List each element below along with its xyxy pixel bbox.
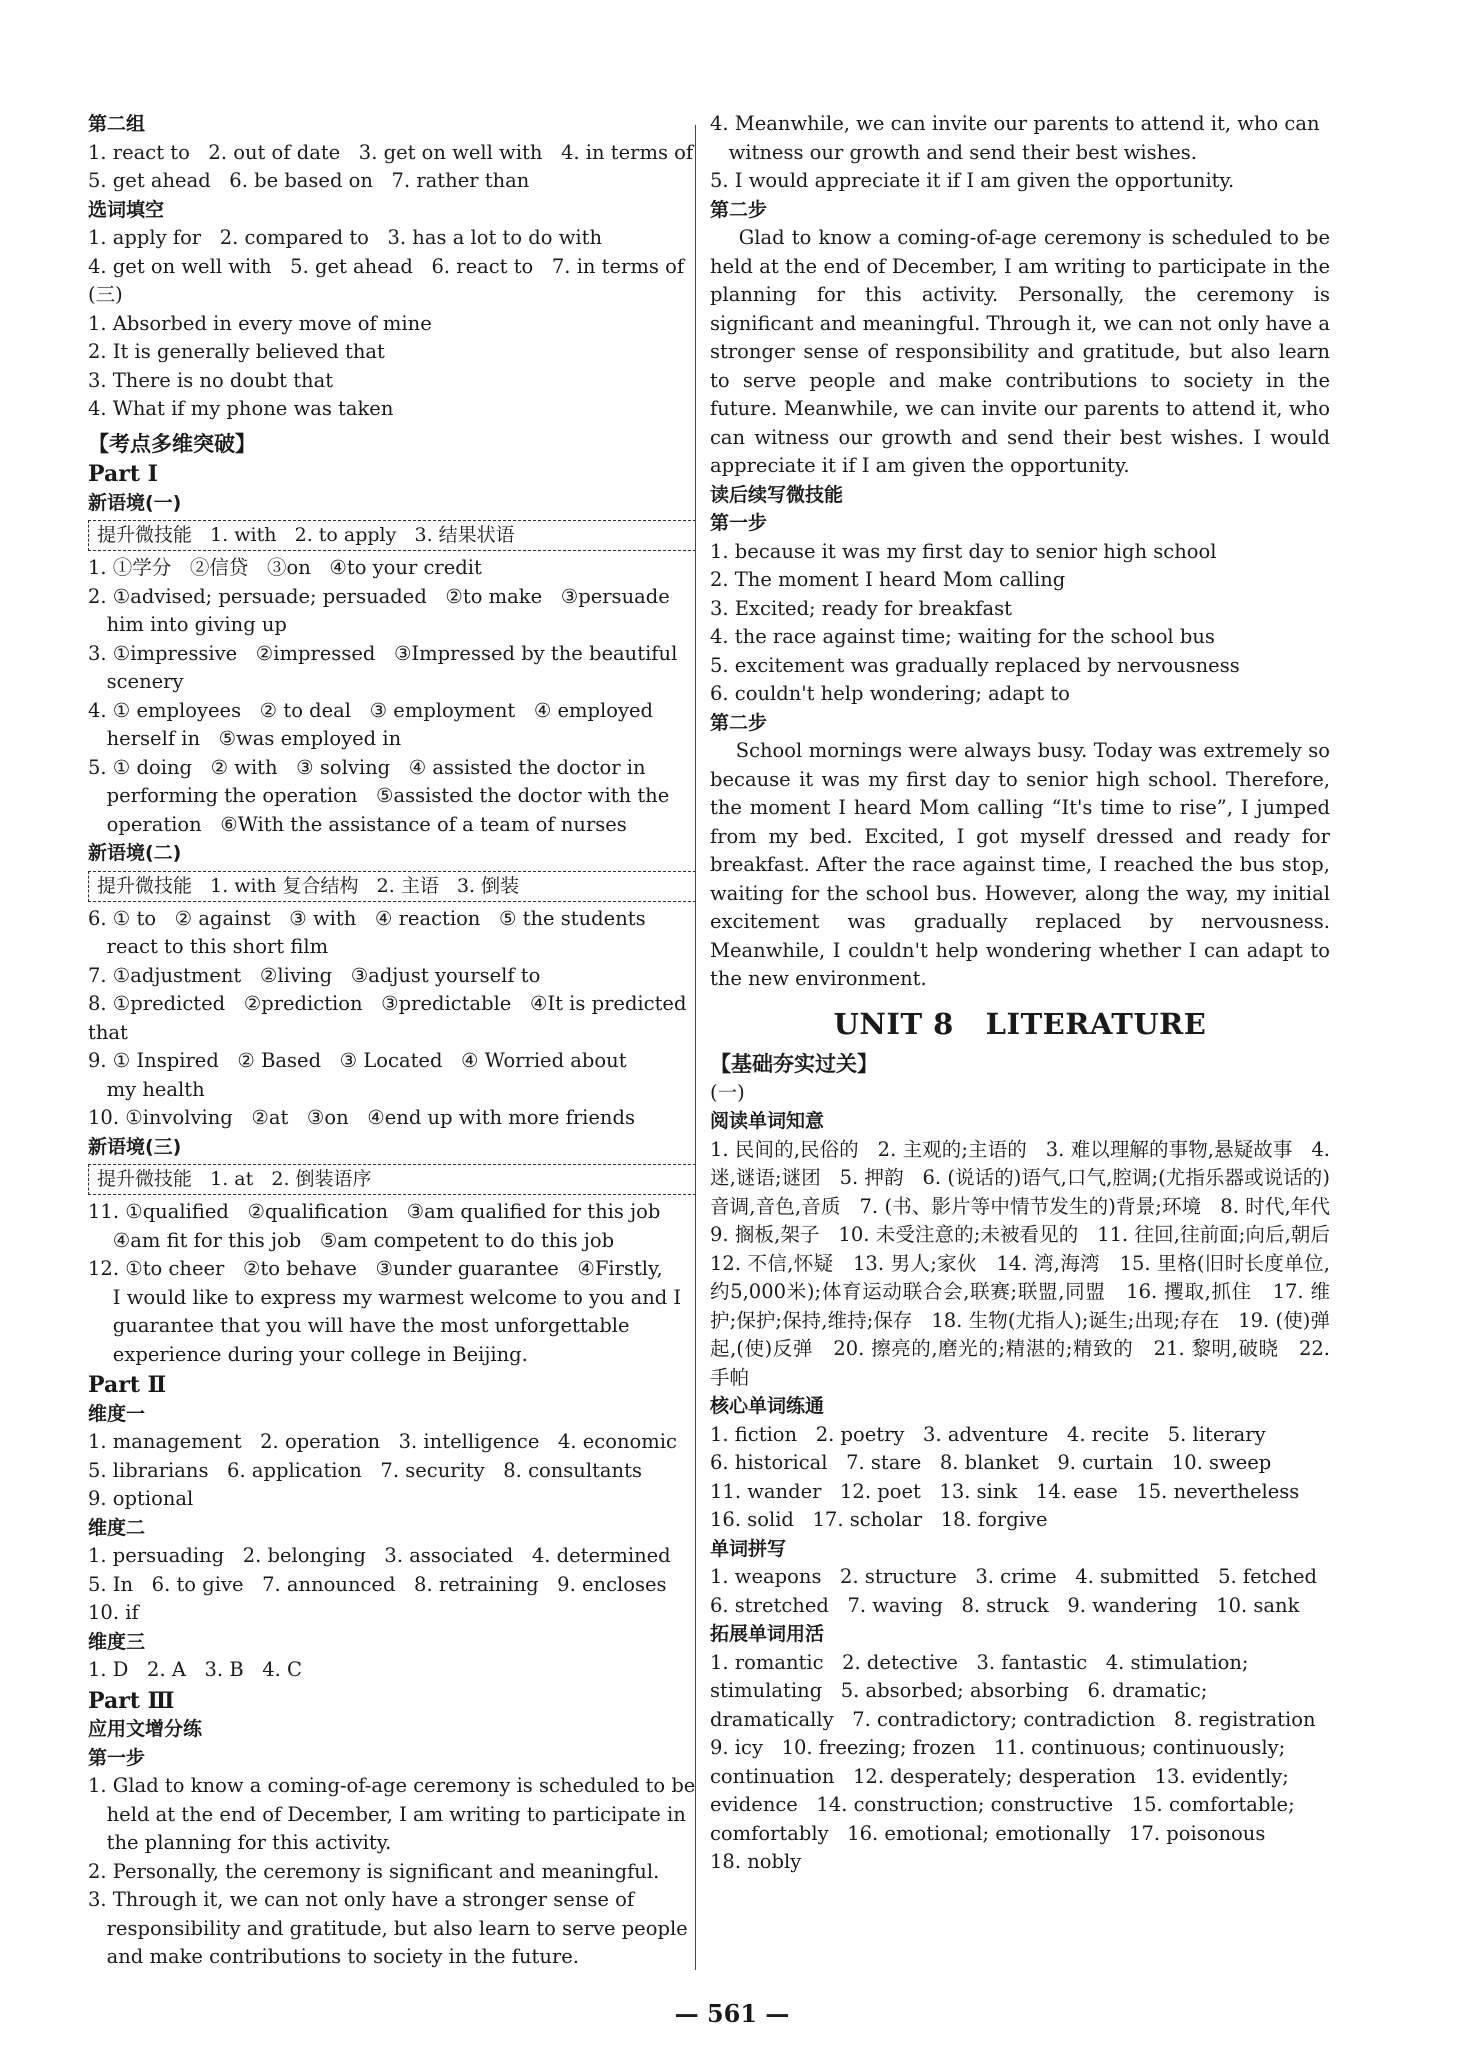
left-column (88, 110, 696, 1972)
answer-line: 4. What if my phone was taken (88, 397, 394, 420)
answer-line: 10. ①involving ②at ③on ④end up with more friends (88, 1106, 635, 1129)
section-heading: 选词填空 (88, 198, 165, 221)
answer-line: 6. couldn't help wondering; adapt to (710, 682, 1070, 705)
section-heading: 维度二 (88, 1516, 146, 1539)
answer-line: 4. ① employees ② to deal ③ employment ④ employed (88, 698, 654, 722)
answer-line: 1. react to 2. out of date 3. get on well with 4. in terms of (88, 140, 694, 164)
section-heading: 拓展单词用活 (710, 1623, 825, 1645)
answer-line: 1. persuading 2. belonging 3. associated 4. determined (88, 1544, 671, 1567)
answer-line: my health (88, 1077, 205, 1101)
answer-line: 11. wander 12. poet 13. sink 14. ease 15. nevertheless (710, 1479, 1300, 1503)
paragraph: School mornings were always busy. Today was extremely so because it was my first day to senior high school. Therefore, the moment I heard Mom calling “It's time to rise”, I jumped from my bed. Excited, I got myself dressed and ready for breakfast. After the race against time, I reached the bus stop, waiting for the school bus. However, along the way, my initial excitement was gradually replaced by nervousness. Meanwhile, I couldn't help wondering whether I can adapt to the new environment. (710, 739, 1337, 990)
answer-line: herself in ⑤was employed in (88, 727, 402, 750)
answer-line: 1. D 2. A 3. B 4. C (88, 1658, 302, 1681)
section-heading: 第一步 (710, 512, 768, 534)
answer-line: held at the end of December, I am writing to participate in (88, 1802, 686, 1826)
section-heading: 应用文增分练 (88, 1718, 203, 1740)
answer-line: 5. librarians 6. application 7. security 8. consultants (88, 1458, 642, 1482)
answer-line: 1. Glad to know a coming-of-age ceremony is scheduled to be (88, 1774, 696, 1797)
answer-line: 3. Through it, we can not only have a stronger sense of (88, 1888, 635, 1911)
section-title: 【基础夯实过关】 (710, 1052, 878, 1076)
section-heading: 第二组 (88, 113, 146, 135)
paragraph: Glad to know a coming-of-age ceremony is scheduled to be held at the end of December, I am writing to participate in the planning for this activity. Personally, the ceremony is significant and meaningful. Through it, we can not only have a stronger sense of responsibility and gratitude, but also learn to serve people and make contributions to society in the future. Meanwhile, we can invite our parents to attend it, who can witness our growth and send their best wishes. I would appreciate it if I am given the opportunity. (710, 226, 1337, 477)
right-column (710, 110, 1349, 1877)
answer-line: 6. historical 7. stare 8. blanket 9. curtain 10. sweep (710, 1451, 1272, 1474)
section-heading: 第一步 (88, 1746, 146, 1769)
answer-line: 5. In 6. to give 7. announced 8. retraining 9. encloses (88, 1572, 667, 1596)
answer-line: continuation 12. desperately; desperation 13. evidently; (710, 1764, 1289, 1788)
answer-line: 1. Absorbed in every move of mine (88, 311, 432, 335)
answer-line: 1. fiction 2. poetry 3. adventure 4. recite 5. literary (710, 1422, 1266, 1446)
answer-line: 18. nobly (710, 1850, 802, 1873)
answer-line: operation ⑥With the assistance of a team of nurses (88, 812, 627, 836)
part-heading: Part Ⅲ (88, 1687, 175, 1714)
answer-line: 5. I would appreciate it if I am given the opportunity. (710, 169, 1235, 192)
answer-line: and make contributions to society in the future. (88, 1945, 580, 1968)
answer-line: 4. Meanwhile, we can invite our parents to attend it, who can (710, 112, 1320, 135)
answer-line: him into giving up (88, 613, 287, 636)
section-heading: 维度三 (88, 1630, 146, 1653)
answer-line: 11. ①qualified ②qualification ③am qualified for this job (88, 1200, 661, 1223)
answer-line: 1. apply for 2. compared to 3. has a lot to do with (88, 226, 603, 249)
answer-line: 16. solid 17. scholar 18. forgive (710, 1508, 1048, 1531)
answer-line: stimulating 5. absorbed; absorbing 6. dramatic; (710, 1679, 1208, 1702)
part-heading: Part Ⅰ (88, 461, 158, 487)
answer-line: 1. ①学分 ②信贷 ③on ④to your credit (88, 556, 482, 579)
answer-line: (一) (710, 1080, 745, 1104)
answer-line: 2. Personally, the ceremony is significant and meaningful. (88, 1859, 660, 1883)
answer-line: 2. The moment I heard Mom calling (710, 568, 1066, 591)
answer-line: 9. optional (88, 1487, 194, 1510)
answer-line: comfortably 16. emotional; emotionally 17. poisonous (710, 1821, 1266, 1845)
answer-line: 4. get on well with 5. get ahead 6. react to 7. in terms of (88, 254, 685, 278)
section-heading: 维度一 (88, 1402, 146, 1425)
unit-title: UNIT 8 LITERATURE (833, 1006, 1207, 1041)
section-heading: 第二步 (710, 711, 768, 734)
answer-line: 3. There is no doubt that (88, 368, 334, 392)
answer-line: dramatically 7. contradictory; contradiction 8. registration (710, 1707, 1316, 1731)
answer-line: (三) (88, 283, 123, 306)
answer-line: responsibility and gratitude, but also learn to serve people (88, 1916, 688, 1940)
page-number: — 561 — (674, 1999, 790, 2028)
answer-line: 9. ① Inspired ② Based ③ Located ④ Worried about (88, 1049, 627, 1072)
answer-line: 6. stretched 7. waving 8. struck 9. wandering 10. sank (710, 1593, 1300, 1617)
answer-line: witness our growth and send their best wishes. (710, 140, 1197, 164)
answer-line: react to this short film (88, 935, 329, 958)
paragraph: 1. 民间的,民俗的 2. 主观的;主语的 3. 难以理解的事物,悬疑故事 4. 迷,谜语;谜团 5. 押韵 6. (说话的)语气,口气,腔调;(尤指乐器或说话的)音调,音色,音质 7. (书、影片等中情节发生的)背景;环境 8. 时代,年代 9. 搁板,架子 10. 未受注意的;未被看见的 11. 往回,往前面;向后,朝后 12. 不信,怀疑 13. 男人;家伙 14. 湾,海湾 15. 里格(旧时长度单位,约5,000米);体育运动联合会,联赛;联盟,同盟 16. 攫取,抓住 17. 维护;保护;保持,维持;保存 18. 生物(尤指人);诞生;出现;存在 19. (使)弹起,(使)反弹 20. 擦亮的,磨光的;精湛的;精致的 21. 黎明,破晓 22. 手帕 (710, 1137, 1349, 1389)
answer-line: scenery (88, 670, 184, 693)
answer-line: 1. weapons 2. structure 3. crime 4. submitted 5. fetched (710, 1565, 1318, 1588)
answer-line: 3. ①impressive ②impressed ③Impressed by the beautiful (88, 641, 678, 665)
answer-line: guarantee that you will have the most unforgettable (88, 1314, 630, 1337)
answer-line: ④am fit for this job ⑤am competent to do this job (88, 1228, 615, 1252)
part-heading: Part Ⅱ (88, 1372, 167, 1398)
answer-line: experience during your college in Beijing. (88, 1342, 528, 1366)
section-heading: 新语境(三) (88, 1135, 182, 1158)
answer-line: 9. icy 10. freezing; frozen 11. continuous; continuously; (710, 1736, 1286, 1759)
answer-line: 1. management 2. operation 3. intelligence 4. economic (88, 1430, 677, 1453)
section-heading: 新语境(一) (88, 491, 182, 514)
skill-box: 提升微技能 1. at 2. 倒装语序 (88, 1164, 696, 1195)
section-heading: 读后续写微技能 (710, 483, 844, 506)
section-heading: 单词拼写 (710, 1537, 787, 1560)
answer-line: performing the operation ⑤assisted the doctor with the (88, 784, 670, 807)
answer-line: the planning for this activity. (88, 1831, 392, 1854)
section-heading: 核心单词练通 (710, 1395, 825, 1417)
answer-line: 5. get ahead 6. be based on 7. rather than (88, 169, 530, 192)
answer-line: 2. ①advised; persuade; persuaded ②to make ③persuade (88, 584, 670, 608)
answer-line: evidence 14. construction; constructive 15. comfortable; (710, 1793, 1295, 1816)
answer-line: 12. ①to cheer ②to behave ③under guarantee ④Firstly, (88, 1257, 663, 1280)
skill-box: 提升微技能 1. with 2. to apply 3. 结果状语 (88, 520, 696, 551)
answer-line: 7. ①adjustment ②living ③adjust yourself to (88, 963, 541, 987)
column-divider (695, 125, 696, 1970)
section-heading: 新语境(二) (88, 842, 182, 864)
answer-line: I would like to express my warmest welcome to you and I (88, 1285, 682, 1309)
answer-line: 8. ①predicted ②prediction ③predictable ④It is predicted that (88, 992, 693, 1044)
answer-line: 1. romantic 2. detective 3. fantastic 4. stimulation; (710, 1650, 1249, 1674)
answer-line: 3. Excited; ready for breakfast (710, 596, 1012, 620)
answer-line: 2. It is generally believed that (88, 340, 385, 363)
section-heading: 第二步 (710, 198, 768, 221)
section-title: 【考点多维突破】 (88, 431, 256, 456)
section-heading: 阅读单词知意 (710, 1110, 825, 1132)
answer-line: 4. the race against time; waiting for the school bus (710, 625, 1215, 648)
skill-box: 提升微技能 1. with 复合结构 2. 主语 3. 倒装 (88, 871, 696, 902)
answer-line: 6. ① to ② against ③ with ④ reaction ⑤ the students (88, 906, 646, 930)
answer-line: 10. if (88, 1601, 139, 1624)
answer-line: 5. excitement was gradually replaced by nervousness (710, 653, 1240, 677)
answer-line: 1. because it was my first day to senior high school (710, 539, 1217, 563)
answer-line: 5. ① doing ② with ③ solving ④ assisted the doctor in (88, 755, 646, 779)
